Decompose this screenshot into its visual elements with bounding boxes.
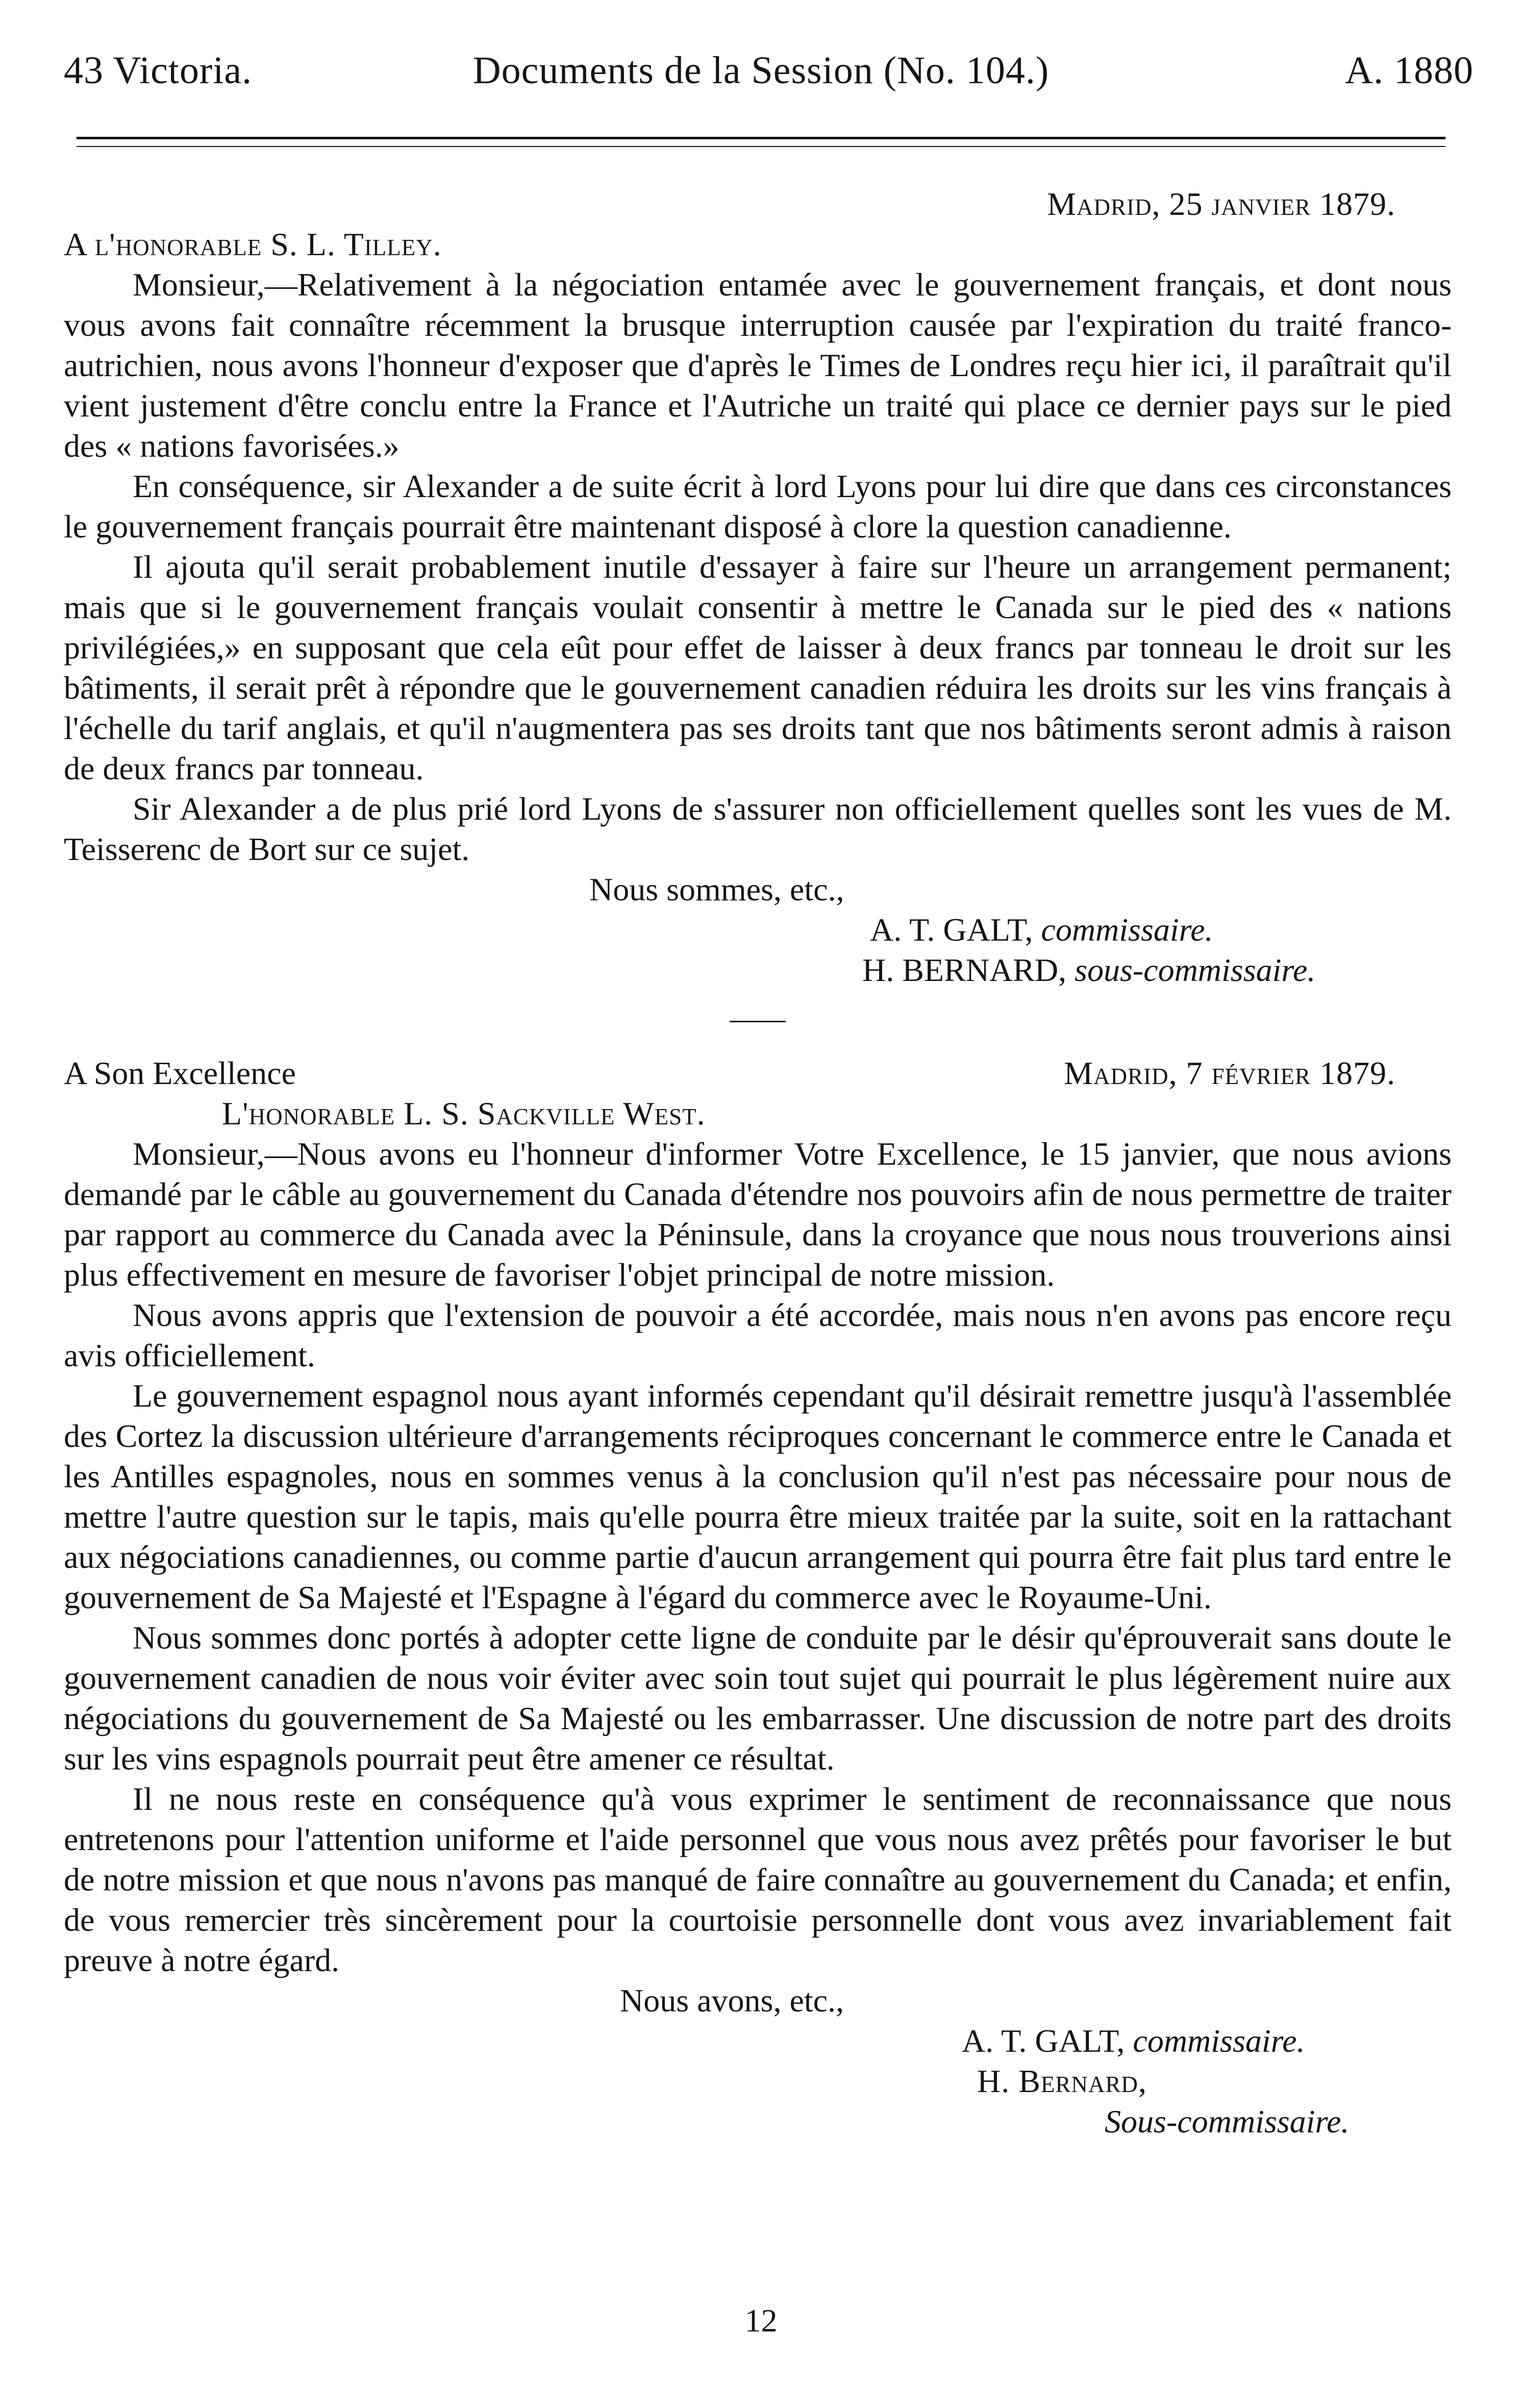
letter1-paragraph-3: Il ajouta qu'il serait probablement inutile d'essayer à faire sur l'heure un arrangement permanent; mais que si le gouvernement français voulait consentir à mettre le Canada sur le pied des « nations privilégiées,» en supposant que cela eût pour effet de laisser à deux francs par tonneau le droit sur les bâtiments, il serait prêt à répondre que le gouvernement canadien réduira les droits sur les vins français à l'échelle du tarif anglais, et qu'il n'augmentera pas ses droits tant que nos bâtiments seront admis à raison de deux francs par tonneau. [64,549,1452,787]
letter1-paragraph-1: Monsieur,—Relativement à la négociation entamée avec le gouvernement français, et dont nous vous avons fait connaître récemment la brusque interruption causée par l'expiration du traité franco-autrichien, nous avons l'honneur d'exposer que d'après le Times de Londres reçu hier ici, il paraîtrait qu'il vient justement d'être conclu entre la France et l'Autriche un traité qui place ce dernier pays sur le pied des « nations favorisées.» [64,266,1452,464]
header-right: A. 1880 [1345,49,1474,92]
letter2-addressee-line1: A Son Excellence [64,1055,296,1091]
letter2-signature-2-title: Sous-commissaire. [1105,2103,1350,2140]
signature-title: commissaire. [1133,2023,1305,2059]
letter2-paragraph-3: Le gouvernement espagnol nous ayant informés cependant qu'il désirait remettre jusqu'à l'assemblée des Cortez la discussion ultérieure d'arrangements réciproques concernant le commerce entre le Canada et les Antilles espagnoles, nous en sommes venus à la conclusion qu'il n'est pas nécessaire pour nous de mettre l'autre question sur le tapis, mais qu'elle pourra être mieux traitée par la suite, soit en la rattachant aux négociations canadiennes, ou comme partie d'aucun arrangement qui pourra être fait plus tard entre le gouvernement de Sa Majesté et l'Espagne à l'égard du commerce avec le Royaume-Uni. [64,1378,1452,1615]
letter2-header-row [64,1053,1452,1093]
signature-name: A. T. GALT, [962,2023,1125,2059]
letter-separator [730,1021,786,1022]
letter2-signature-1 [64,2021,1452,2061]
letter2-paragraph-4: Nous sommes donc portés à adopter cette ligne de conduite par le désir qu'éprouverait sans doute le gouvernement canadien de nous voir éviter avec soin tout sujet qui pourrait le plus légèrement nuire aux négociations du gouvernement de Sa Majesté ou les embarrasser. Une discussion de notre part des droits sur les vins espagnols pourrait peut être amener ce résultat. [64,1619,1452,1777]
page-number: 12 [744,2302,778,2339]
letter2-addressee-line2: L'honorable L. S. Sackville West. [222,1095,706,1132]
letter2-paragraph-1: Monsieur,—Nous avons eu l'honneur d'informer Votre Excellence, le 15 janvier, que nous avions demandé par le câble au gouvernement du Canada d'étendre nos pouvoirs afin de nous permettre de traiter par rapport au commerce du Canada avec la Péninsule, dans la croyance que nous nous trouverions ainsi plus effectivement en mesure de favoriser l'objet principal de notre mission. [64,1136,1452,1293]
header-center: Documents de la Session (No. 104.) [472,49,1050,92]
letter2-paragraph-2: Nous avons appris que l'extension de pouvoir a été accordée, mais nous n'en avons pas encore reçu avis officiellement. [64,1297,1452,1373]
letter1-signature-2 [64,950,1452,990]
letter1-closing: Nous sommes, etc., [589,871,844,907]
header-rule-thin [77,146,1445,147]
header-left: 43 Victoria. [64,49,253,92]
letter-1 [64,184,1452,2142]
header-rule-thick [77,137,1445,139]
signature-name: H. BERNARD, [862,952,1067,988]
letter2-signature-2-name: H. Bernard, [977,2063,1147,2099]
letter1-signature-1 [64,910,1452,950]
letter1-addressee: A l'honorable S. L. Tilley. [64,226,442,262]
signature-title: commissaire. [1041,912,1213,948]
letter2-paragraph-5: Il ne nous reste en conséquence qu'à vous exprimer le sentiment de reconnaissance que nous entretenons pour l'attention uniforme et l'aide personnel que vous nous avez prêtés pour favoriser le but de notre mission et que nous n'avons pas manqué de faire connaître au gouvernement du Canada; et enfin, de vous remercier très sincèrement pour la courtoisie personnelle dont vous avez invariablement fait preuve à notre égard. [64,1781,1452,1978]
letter1-paragraph-4: Sir Alexander a de plus prié lord Lyons de s'assurer non officiellement quelles sont les vues de M. Teisserenc de Bort sur ce sujet. [64,791,1452,867]
letter2-place-date: Madrid, 7 février 1879. [1064,1055,1395,1091]
letter2-closing: Nous avons, etc., [620,1982,844,2019]
letter1-place-date: Madrid, 25 janvier 1879. [1047,186,1395,222]
letter1-paragraph-2: En conséquence, sir Alexander a de suite écrit à lord Lyons pour lui dire que dans ces circonstances le gouvernement français pourrait être maintenant disposé à clore la question canadienne. [64,468,1452,545]
signature-title: sous-commissaire. [1075,952,1316,988]
signature-name: A. T. GALT, [870,912,1033,948]
